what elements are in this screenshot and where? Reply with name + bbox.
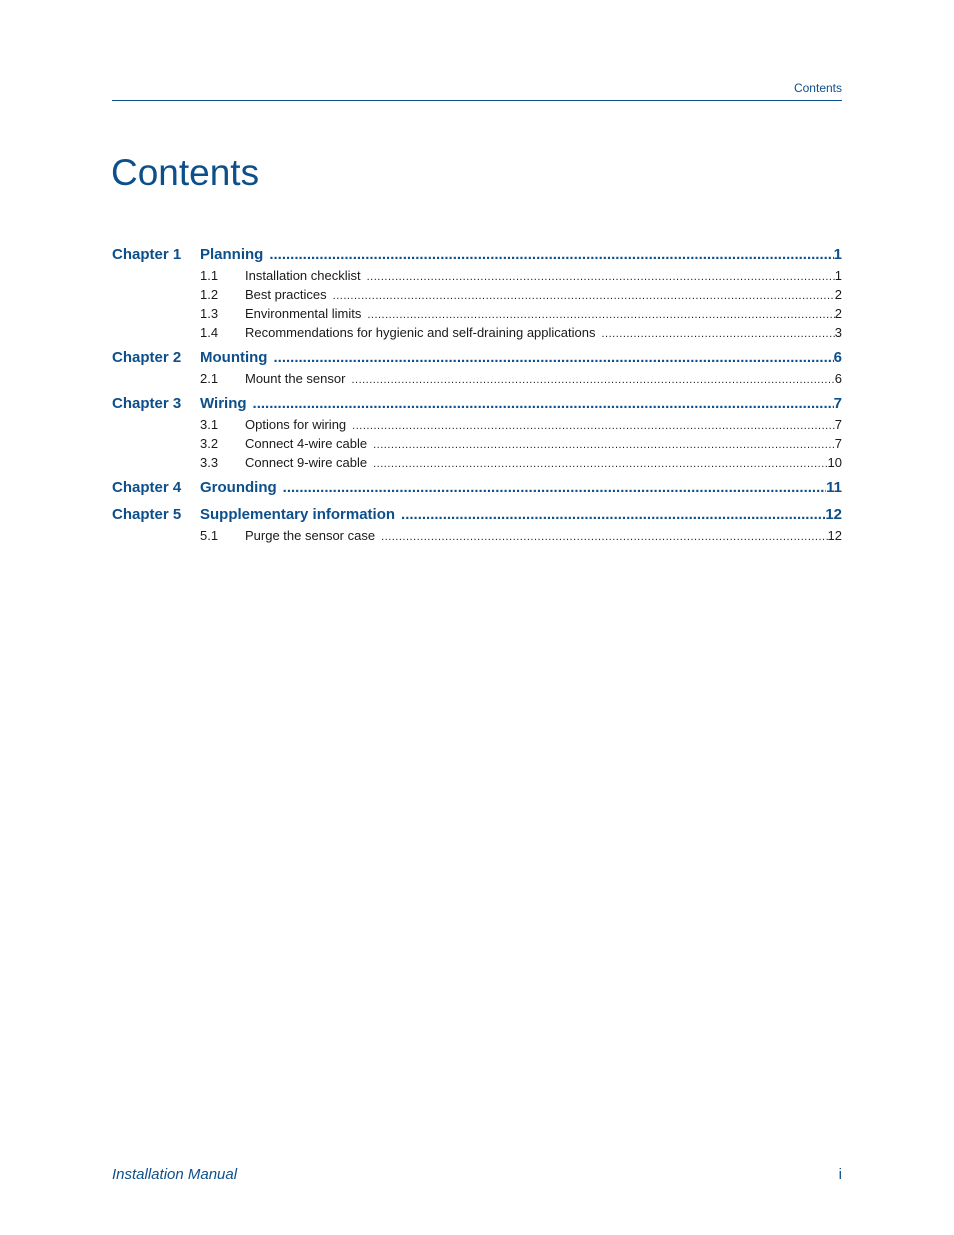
- page-title: Contents: [111, 152, 260, 193]
- dot-leader: [601, 328, 834, 340]
- section-number: 3.1: [200, 417, 219, 432]
- section-title: Installation checklist: [245, 268, 361, 283]
- running-header: Contents: [793, 81, 842, 95]
- section-number: 2.1: [200, 371, 219, 386]
- footer-manual-title: Installation Manual: [112, 1166, 238, 1183]
- dot-leader: [367, 309, 834, 321]
- chapter-label: Chapter 1: [112, 246, 182, 263]
- dot-leader: [351, 374, 834, 386]
- dot-leader: [352, 420, 835, 432]
- table-of-contents: [112, 246, 842, 549]
- dot-leader: [269, 246, 833, 263]
- toc-chapter-4[interactable]: [112, 479, 842, 501]
- section-page-number: 10: [827, 455, 842, 470]
- section-page-number: 2: [834, 306, 842, 321]
- chapter-1-sections: [112, 268, 842, 344]
- section-page-number: 2: [834, 287, 842, 302]
- chapter-title: Grounding: [200, 479, 277, 496]
- section-title: Connect 9-wire cable: [245, 455, 368, 470]
- chapter-label: Chapter 5: [112, 506, 182, 523]
- footer-page-number: i: [838, 1166, 842, 1183]
- section-number: 3.2: [200, 436, 219, 451]
- chapter-title: Supplementary information: [200, 506, 396, 523]
- section-title: Recommendations for hygienic and self-draining applications: [245, 325, 596, 340]
- section-title: Mount the sensor: [245, 371, 346, 386]
- section-title: Connect 4-wire cable: [245, 436, 368, 451]
- dot-leader: [283, 479, 826, 496]
- section-number: 5.1: [200, 528, 219, 543]
- section-page-number: 1: [834, 268, 842, 283]
- section-title: Purge the sensor case: [245, 528, 376, 543]
- section-page-number: 7: [834, 436, 842, 451]
- chapter-page-number: 7: [833, 395, 842, 412]
- section-page-number: 12: [827, 528, 842, 543]
- chapter-page-number: 12: [825, 506, 842, 523]
- chapter-title: Planning: [200, 246, 264, 263]
- toc-chapter-1[interactable]: [112, 246, 842, 268]
- toc-section[interactable]: [112, 371, 842, 390]
- chapter-2-sections: [112, 371, 842, 390]
- chapter-page-number: 11: [826, 479, 842, 496]
- section-title: Best practices: [245, 287, 327, 302]
- section-number: 3.3: [200, 455, 219, 470]
- section-number: 1.1: [200, 268, 219, 283]
- section-title: Options for wiring: [245, 417, 347, 432]
- dot-leader: [367, 271, 835, 283]
- section-number: 1.4: [200, 325, 219, 340]
- header-divider: [112, 100, 842, 101]
- dot-leader: [401, 506, 825, 523]
- section-title: Environmental limits: [245, 306, 362, 321]
- dot-leader: [333, 290, 835, 302]
- chapter-title: Wiring: [200, 395, 247, 412]
- chapter-label: Chapter 3: [112, 395, 182, 412]
- toc-section[interactable]: [112, 287, 842, 306]
- toc-chapter-3[interactable]: [112, 395, 842, 417]
- toc-chapter-5[interactable]: [112, 506, 842, 528]
- toc-chapter-2[interactable]: [112, 349, 842, 371]
- toc-section[interactable]: [112, 436, 842, 455]
- section-page-number: 3: [834, 325, 842, 340]
- chapter-5-sections: [112, 528, 842, 547]
- chapter-label: Chapter 2: [112, 349, 182, 366]
- chapter-3-sections: [112, 417, 842, 474]
- dot-leader: [373, 439, 835, 451]
- chapter-page-number: 6: [833, 349, 842, 366]
- chapter-title: Mounting: [200, 349, 268, 366]
- section-page-number: 6: [834, 371, 842, 386]
- toc-section[interactable]: [112, 325, 842, 344]
- toc-section[interactable]: [112, 528, 842, 547]
- dot-leader: [381, 531, 827, 543]
- toc-section[interactable]: [112, 455, 842, 474]
- chapter-page-number: 1: [833, 246, 842, 263]
- section-number: 1.3: [200, 306, 219, 321]
- chapter-label: Chapter 4: [112, 479, 182, 496]
- toc-section[interactable]: [112, 268, 842, 287]
- dot-leader: [273, 349, 833, 366]
- section-page-number: 7: [834, 417, 842, 432]
- dot-leader: [373, 458, 827, 470]
- dot-leader: [253, 395, 834, 412]
- toc-section[interactable]: [112, 306, 842, 325]
- section-number: 1.2: [200, 287, 219, 302]
- toc-section[interactable]: [112, 417, 842, 436]
